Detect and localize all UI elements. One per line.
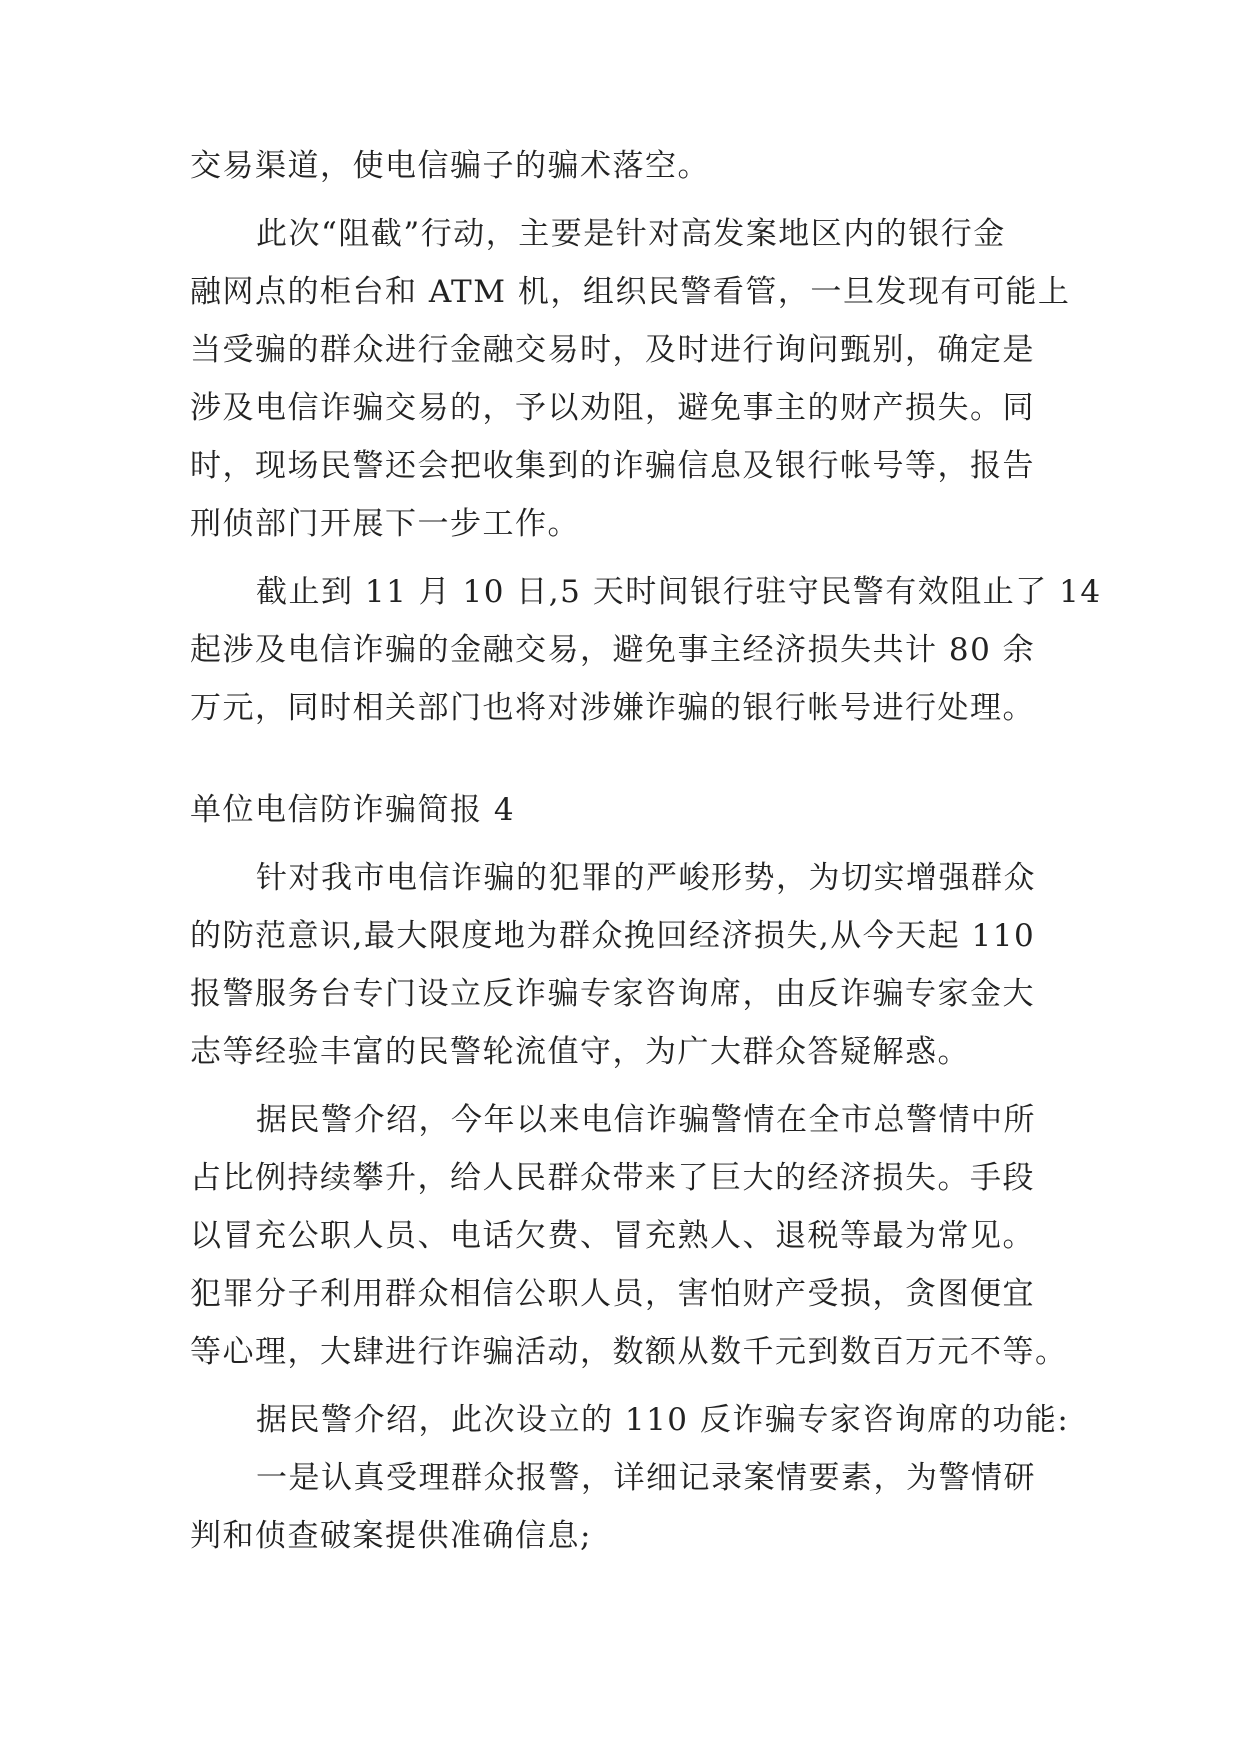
paragraph-line: 刑侦部门开展下一步工作。 xyxy=(190,506,580,542)
paragraph-line: 报警服务台专门设立反诈骗专家咨询席，由反诈骗专家金大 xyxy=(190,976,1035,1012)
paragraph-line: 截止到 11 月 10 日,5 天时间银行驻守民警有效阻止了 14 xyxy=(256,574,1102,610)
paragraph-line: 一是认真受理群众报警，详细记录案情要素，为警情研 xyxy=(256,1460,1036,1496)
paragraph-line: 据民警介绍，此次设立的 110 反诈骗专家咨询席的功能: xyxy=(256,1402,1070,1438)
section-heading: 单位电信防诈骗简报 4 xyxy=(190,792,516,828)
paragraph-line: 时，现场民警还会把收集到的诈骗信息及银行帐号等，报告 xyxy=(190,448,1035,484)
paragraph-line: 占比例持续攀升，给人民群众带来了巨大的经济损失。手段 xyxy=(190,1160,1035,1196)
paragraph-line: 交易渠道，使电信骗子的骗术落空。 xyxy=(190,148,710,184)
paragraph-line: 当受骗的群众进行金融交易时，及时进行询问甄别，确定是 xyxy=(190,332,1035,368)
paragraph-line: 融网点的柜台和 ATM 机，组织民警看管，一旦发现有可能上 xyxy=(190,274,1071,310)
paragraph-line: 万元，同时相关部门也将对涉嫌诈骗的银行帐号进行处理。 xyxy=(190,690,1035,726)
paragraph-line: 据民警介绍，今年以来电信诈骗警情在全市总警情中所 xyxy=(256,1102,1036,1138)
paragraph-line: 针对我市电信诈骗的犯罪的严峻形势，为切实增强群众 xyxy=(256,860,1036,896)
paragraph-line: 此次“阻截”行动，主要是针对高发案地区内的银行金 xyxy=(256,216,1006,252)
paragraph-line: 判和侦查破案提供准确信息; xyxy=(190,1518,592,1554)
paragraph-line: 涉及电信诈骗交易的，予以劝阻，避免事主的财产损失。同 xyxy=(190,390,1035,426)
paragraph-line: 志等经验丰富的民警轮流值守，为广大群众答疑解惑。 xyxy=(190,1034,970,1070)
paragraph-line: 起涉及电信诈骗的金融交易，避免事主经济损失共计 80 余 xyxy=(190,632,1036,668)
paragraph-line: 等心理，大肆进行诈骗活动，数额从数千元到数百万元不等。 xyxy=(190,1334,1068,1370)
paragraph-line: 犯罪分子利用群众相信公职人员，害怕财产受损，贪图便宜 xyxy=(190,1276,1035,1312)
paragraph-line: 以冒充公职人员、电话欠费、冒充熟人、退税等最为常见。 xyxy=(190,1218,1035,1254)
paragraph-line: 的防范意识,最大限度地为群众挽回经济损失,从今天起 110 xyxy=(190,918,1036,954)
